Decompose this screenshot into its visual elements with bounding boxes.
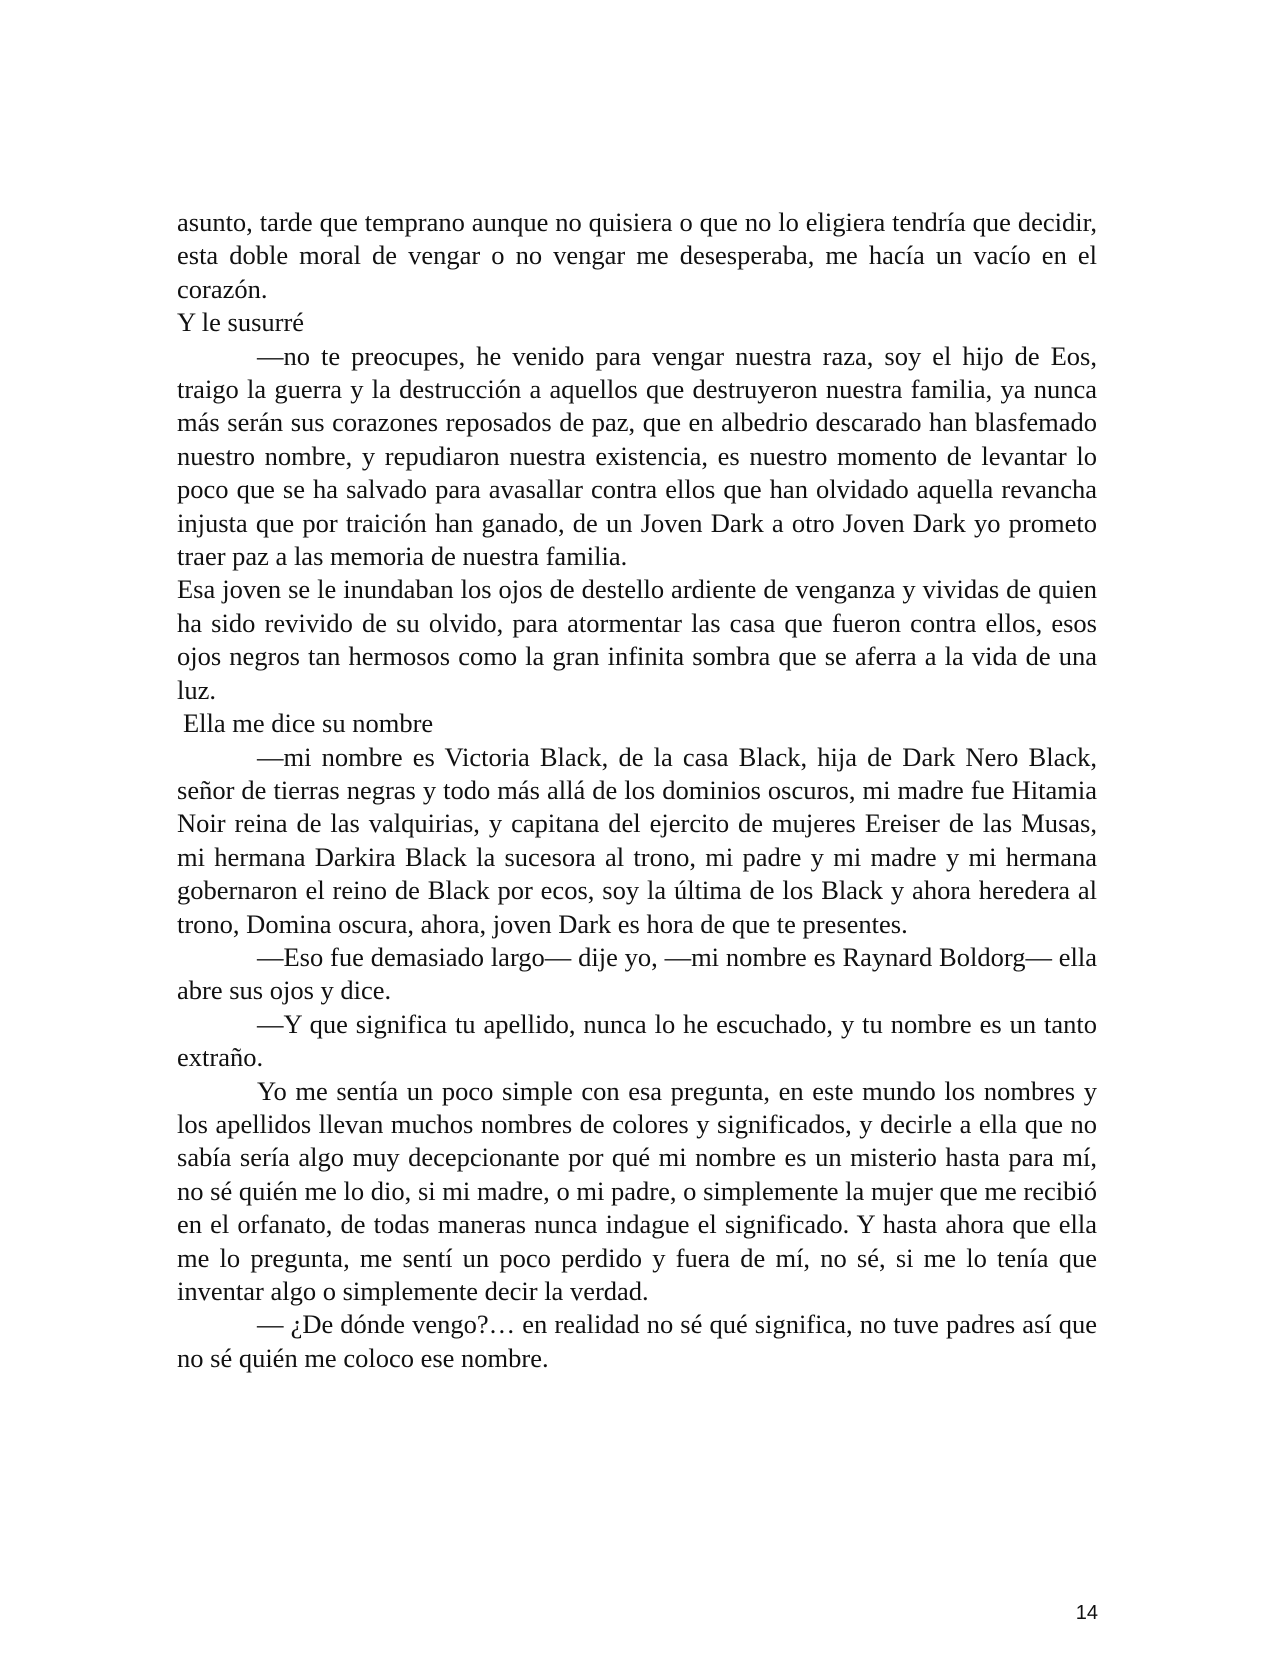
paragraph-dialogue-raynard: —Eso fue demasiado largo— dije yo, —mi nombre es Raynard Boldorg— ella abre sus ojos y dice. xyxy=(177,941,1097,1006)
paragraph-dialogue-question: —Y que significa tu apellido, nunca lo he escuchado, y tu nombre es un tanto extraño. xyxy=(177,1008,1097,1073)
page-body-text xyxy=(177,206,1097,1375)
paragraph-dialogue-vengeance: —no te preocupes, he venido para vengar nuestra raza, soy el hijo de Eos, traigo la guerra y la destrucción a aquellos que destruyeron nuestra familia, ya nunca más serán sus corazones reposados de paz, que en albedrio descarado han blasfemado nuestro nombre, y repudiaron nuestra existencia, es nuestro momento de levantar lo poco que se ha salvado para avasallar contra ellos que han olvidado aquella revancha injusta que por traición han ganado, de un Joven Dark a otro Joven Dark yo prometo traer paz a las memoria de nuestra familia. xyxy=(177,340,1097,572)
paragraph-whisper-intro: Y le susurré xyxy=(177,307,305,338)
paragraph-dialogue-answer: — ¿De dónde vengo?… en realidad no sé qué significa, no tuve padres así que no sé quién me coloco ese nombre. xyxy=(177,1309,1097,1373)
page-number: 14 xyxy=(1075,1602,1098,1624)
paragraph-narration-reflection: Yo me sentía un poco simple con esa pregunta, en este mundo los nombres y los apellidos llevan muchos nombres de colores y significados, y decirle a ella que no sabía sería algo muy decepcionante por qué mi nombre es un misterio hasta para mí, no sé quién me lo dio, si mi madre, o mi padre, o simplemente la mujer que me recibió en el orfanato, de todas maneras nunca indague el significado. Y hasta ahora que ella me lo pregunta, me sentí un poco perdido y fuera de mí, no sé, si me lo tenía que inventar algo o simplemente decir la verdad. xyxy=(177,1075,1097,1306)
paragraph-description-eyes: Esa joven se le inundaban los ojos de destello ardiente de venganza y vividas de quien ha sido revivido de su olvido, para atormentar las casa que fueron contra ellos, esos ojos negros tan hermosos como la gran infinita sombra que se aferra a la vida de una luz. xyxy=(177,574,1097,705)
paragraph-dialogue-victoria: —mi nombre es Victoria Black, de la casa Black, hija de Dark Nero Black, señor de tierras negras y todo más allá de los dominios oscuros, mi madre fue Hitamia Noir reina de las valquirias, y capitana del ejercito de mujeres Ereiser de las Musas, mi hermana Darkira Black la sucesora al trono, mi padre y mi madre y mi hermana gobernaron el reino de Black por ecos, soy la última de los Black y ahora heredera al trono, Domina oscura, ahora, joven Dark es hora de que te presentes. xyxy=(177,741,1097,939)
paragraph-name-intro: Ella me dice su nombre xyxy=(183,708,434,739)
paragraph-continuation: asunto, tarde que temprano aunque no quisiera o que no lo eligiera tendría que decidir, esta doble moral de vengar o no vengar me desesperaba, me hacía un vacío en el corazón. xyxy=(177,207,1097,304)
